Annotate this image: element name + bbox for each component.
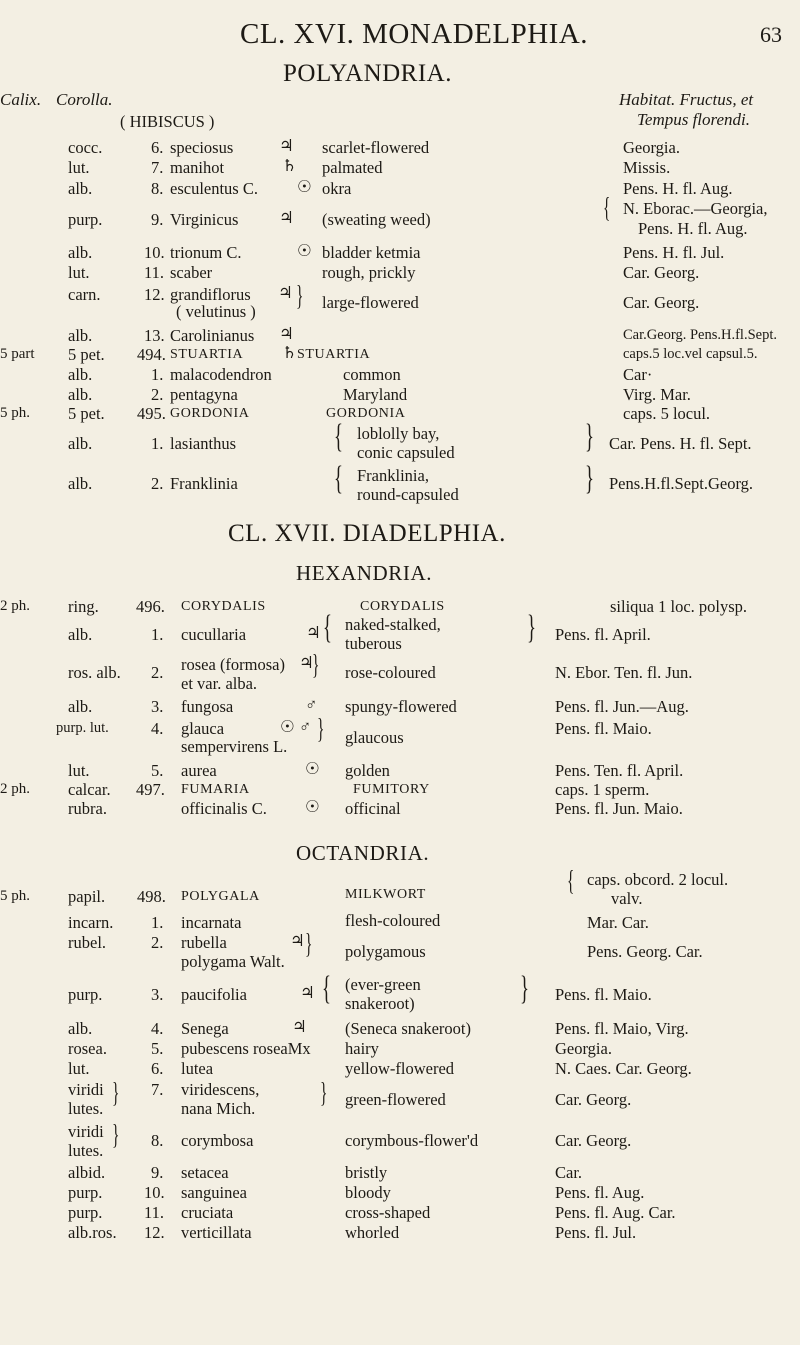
table-row-english: green-flowered: [345, 1090, 446, 1109]
table-row-english: loblolly bay,: [357, 424, 440, 443]
annual-symbol: ☉: [305, 759, 320, 778]
table-row-english: bristly: [345, 1163, 388, 1182]
table-row-corolla: cocc.: [68, 138, 103, 157]
genus-number: 496.: [136, 597, 165, 616]
table-row-species: aurea: [181, 761, 217, 780]
genus-english: CORYDALIS: [360, 599, 445, 614]
calix-margin: 2 ph.: [0, 781, 30, 797]
table-row-english: hairy: [345, 1039, 379, 1058]
table-row-corolla: lut.: [68, 263, 90, 282]
genus-hibiscus: ( HIBISCUS ): [120, 112, 215, 131]
table-row-species-synonym: nana Mich.: [181, 1099, 256, 1118]
table-row-number: 3.: [151, 697, 164, 716]
table-row-corolla: alb.: [68, 365, 93, 384]
table-row-habitat: Pens. fl. Maio.: [555, 985, 652, 1004]
table-row-habitat: Pens. fl. Aug. Car.: [555, 1203, 676, 1222]
annual-symbol: ☉: [297, 177, 312, 196]
table-row-english-cont: snakeroot): [345, 994, 415, 1013]
table-row-english: scarlet-flowered: [322, 138, 430, 157]
genus-corolla: ring.: [68, 597, 99, 616]
column-head-corolla: Corolla.: [56, 90, 113, 109]
table-row-species: lutea: [181, 1059, 214, 1078]
table-row-species: Carolinianus: [170, 326, 255, 345]
table-row-corolla: viridi: [68, 1122, 104, 1141]
table-row-habitat: Car. Georg.: [555, 1090, 632, 1109]
table-row-species: corymbosa: [181, 1131, 254, 1150]
table-row-species: fungosa: [181, 697, 234, 716]
genus-number: 495.: [137, 404, 166, 423]
table-row-english: polygamous: [345, 942, 426, 961]
table-row-species: glauca: [181, 719, 225, 738]
table-row-number: 5.: [151, 761, 164, 780]
table-row-number: 2.: [151, 474, 164, 493]
table-row-english: (ever-green: [345, 975, 421, 994]
table-row-species: grandiflorus: [170, 285, 251, 304]
table-row-number: 10.: [144, 1183, 165, 1202]
genus-stuartia: STUARTIA: [170, 347, 244, 362]
table-row-species: rubella: [181, 933, 227, 952]
shrub-symbol: ♄: [282, 156, 297, 175]
perennial-symbol: ♃: [306, 623, 321, 642]
table-row-english: bloody: [345, 1183, 391, 1202]
table-row-english: rough, prickly: [322, 263, 416, 282]
table-row-habitat: Car. Pens. H. fl. Sept.: [609, 434, 752, 453]
genus-polygala: POLYGALA: [181, 889, 260, 904]
table-row-english: rose-coloured: [345, 663, 436, 682]
table-row-english: corymbous-flower'd: [345, 1131, 479, 1150]
perennial-symbol: ♃: [278, 283, 293, 302]
genus-fruit: caps.5 loc.vel capsul.5.: [623, 346, 758, 362]
table-row-habitat: Georgia.: [623, 138, 680, 157]
table-row-species: cucullaria: [181, 625, 247, 644]
table-row-number: 5.: [151, 1039, 164, 1058]
brace: }: [585, 460, 594, 497]
brace: {: [603, 193, 611, 224]
table-row-number: 2.: [151, 933, 164, 952]
table-row-number: 2.: [151, 385, 164, 404]
table-row-corolla: carn.: [68, 285, 101, 304]
table-row-number: 7.: [151, 1080, 164, 1099]
table-row-english: glaucous: [345, 728, 404, 747]
table-row-habitat: Pens. fl. April.: [555, 625, 651, 644]
table-row-english-cont: round-capsuled: [357, 485, 459, 504]
table-row-english: yellow-flowered: [345, 1059, 455, 1078]
shrub-symbol: ♄: [282, 343, 297, 362]
perennial-symbol: ♃: [300, 983, 315, 1002]
table-row-species: setacea: [181, 1163, 229, 1182]
genus-fruit: siliqua 1 loc. polysp.: [610, 597, 748, 616]
table-row-habitat: Pens. Ten. fl. April.: [555, 761, 684, 780]
brace: {: [322, 970, 331, 1007]
table-row-corolla: lut.: [68, 158, 90, 177]
table-row-corolla: rubel.: [68, 933, 107, 952]
table-row-species: viridescens,: [181, 1080, 260, 1099]
table-row-species: lasianthus: [170, 434, 236, 453]
table-row-english: palmated: [322, 158, 383, 177]
table-row-corolla-cont: lutes.: [68, 1099, 104, 1118]
brace: }: [527, 609, 536, 646]
table-row-number: 4.: [151, 719, 164, 738]
table-row-species: Franklinia: [170, 474, 238, 493]
brace: }: [320, 1078, 328, 1109]
table-row-habitat: Pens. Georg. Car.: [587, 942, 703, 961]
table-row-species: speciosus: [170, 138, 234, 157]
table-row-corolla: alb.: [68, 243, 93, 262]
order-heading-hexandria: HEXANDRIA.: [296, 561, 433, 585]
genus-corolla: 5 pet.: [68, 345, 105, 364]
table-row-english: common: [343, 365, 401, 384]
table-row-corolla: purp. lut.: [56, 720, 109, 736]
table-row-corolla: purp.: [68, 985, 103, 1004]
table-row-species: pentagyna: [170, 385, 238, 404]
table-row-number: 8.: [151, 179, 164, 198]
table-row-english-cont: tuberous: [345, 634, 402, 653]
table-row-english-cont: conic capsuled: [357, 443, 455, 462]
table-row-species: sanguinea: [181, 1183, 247, 1202]
perennial-symbol: ♃: [290, 931, 305, 950]
column-head-habitat: Habitat. Fructus, et: [619, 90, 754, 109]
table-row-corolla: alb.: [68, 625, 93, 644]
table-row-english: naked-stalked,: [345, 615, 441, 634]
table-row-number: 12.: [144, 1223, 165, 1242]
table-row-number: 6.: [151, 138, 164, 157]
table-row-habitat: Mar. Car.: [587, 913, 649, 932]
table-row-species: verticillata: [181, 1223, 252, 1242]
table-row-english: large-flowered: [322, 293, 419, 312]
table-row-english: spungy-flowered: [345, 697, 457, 716]
table-row-number: 1.: [151, 365, 164, 384]
table-row-number: 3.: [151, 985, 164, 1004]
table-row-english: Franklinia,: [357, 466, 429, 485]
table-row-corolla: alb.: [68, 1019, 93, 1038]
table-row-number: 2.: [151, 663, 164, 682]
table-row-english: (Seneca snakeroot): [345, 1019, 471, 1038]
genus-english: MILKWORT: [345, 887, 426, 902]
table-row-number: 11.: [144, 263, 165, 282]
table-row-species: incarnata: [181, 913, 242, 932]
table-row-habitat: Car·: [623, 365, 653, 384]
table-row-corolla: incarn.: [68, 913, 114, 932]
brace: {: [323, 609, 332, 646]
table-row-number: 9.: [151, 1163, 164, 1182]
table-row-habitat: N. Caes. Car. Georg.: [555, 1059, 692, 1078]
table-row-habitat: Pens. fl. Jun. Maio.: [555, 799, 683, 818]
genus-number: 497.: [136, 780, 165, 799]
calix-margin: 2 ph.: [0, 598, 30, 614]
table-row-number: 1.: [151, 625, 164, 644]
table-row-habitat: Virg. Mar.: [623, 385, 691, 404]
table-row-habitat: Pens. H. fl. Jul.: [623, 243, 725, 262]
table-row-habitat: Pens. fl. Maio, Virg.: [555, 1019, 689, 1038]
table-row-species: cruciata: [181, 1203, 234, 1222]
table-row-corolla: alb.: [68, 697, 93, 716]
table-row-corolla: alb.: [68, 179, 93, 198]
brace: {: [334, 460, 343, 497]
table-row-corolla: purp.: [68, 1203, 103, 1222]
table-row-species-synonym: ( velutinus ): [176, 302, 256, 321]
table-row-habitat: Missis.: [623, 158, 671, 177]
table-row-corolla: ros. alb.: [68, 663, 121, 682]
table-row-habitat: Car. Georg.: [623, 293, 700, 312]
order-heading-polyandria: POLYANDRIA.: [283, 60, 452, 87]
table-row-number: 6.: [151, 1059, 164, 1078]
page-number: 63: [760, 22, 782, 47]
table-row-number: 10.: [144, 243, 165, 262]
genus-english: GORDONIA: [326, 406, 406, 421]
brace: }: [296, 281, 304, 312]
genus-english: STUARTIA: [297, 347, 371, 362]
table-row-corolla: alb.: [68, 434, 93, 453]
table-row-habitat-cont: Pens. H. fl. Aug.: [638, 219, 748, 238]
table-row-number: 4.: [151, 1019, 164, 1038]
table-row-number: 8.: [151, 1131, 164, 1150]
table-row-english: Maryland: [343, 385, 408, 404]
table-row-habitat: N. Eborac.—Georgia,: [623, 199, 768, 218]
table-row-corolla: alb.ros.: [68, 1223, 117, 1242]
table-row-corolla: albid.: [68, 1163, 106, 1182]
table-row-corolla: lut.: [68, 1059, 90, 1078]
table-row-number: 7.: [151, 158, 164, 177]
genus-corydalis: CORYDALIS: [181, 599, 266, 614]
table-row-english: okra: [322, 179, 352, 198]
table-row-corolla: lut.: [68, 761, 90, 780]
brace: }: [112, 1120, 120, 1151]
table-row-species: pubescens roseaMx: [181, 1039, 311, 1058]
perennial-symbol: ♃: [279, 324, 294, 343]
table-row-corolla: viridi: [68, 1080, 104, 1099]
column-head-tempus: Tempus florendi.: [637, 110, 751, 129]
table-row-corolla: alb.: [68, 326, 93, 345]
table-row-habitat: N. Ebor. Ten. fl. Jun.: [555, 663, 693, 682]
biennial-symbol: ♂: [305, 695, 318, 714]
table-row-number: 12.: [144, 285, 165, 304]
table-row-english: whorled: [345, 1223, 400, 1242]
genus-fumaria: FUMARIA: [181, 782, 250, 797]
table-row-habitat: Pens. fl. Jul.: [555, 1223, 637, 1242]
table-row-species: officinalis C.: [181, 799, 267, 818]
table-row-species: esculentus C.: [170, 179, 258, 198]
class-heading-diadelphia: CL. XVII. DIADELPHIA.: [228, 520, 506, 547]
table-row-species: rosea (formosa): [181, 655, 285, 674]
table-row-habitat: Car.Georg. Pens.H.fl.Sept.: [623, 327, 777, 343]
order-heading-octandria: OCTANDRIA.: [296, 841, 430, 865]
annual-symbol: ☉: [297, 241, 312, 260]
table-row-corolla: alb.: [68, 385, 93, 404]
table-row-habitat: Car. Georg.: [555, 1131, 632, 1150]
calix-margin: 5 ph.: [0, 888, 30, 904]
table-row-species-synonym: sempervirens L.: [181, 737, 288, 756]
table-row-habitat: Pens.H.fl.Sept.Georg.: [609, 474, 754, 493]
table-row-english: cross-shaped: [345, 1203, 431, 1222]
brace: }: [312, 650, 320, 681]
running-head-title: CL. XVI. MONADELPHIA.: [240, 18, 589, 50]
genus-corolla-cont: rubra.: [68, 799, 107, 818]
brace: {: [567, 866, 575, 897]
brace: }: [585, 418, 594, 455]
table-row-number: 1.: [151, 434, 164, 453]
genus-corolla: calcar.: [68, 780, 111, 799]
table-row-species: malacodendron: [170, 365, 272, 384]
genus-corolla: papil.: [68, 887, 106, 906]
table-row-habitat: Car. Georg.: [623, 263, 700, 282]
genus-number: 498.: [137, 887, 166, 906]
brace: }: [112, 1078, 120, 1109]
table-row-english: flesh-coloured: [345, 911, 441, 930]
table-row-english: (sweating weed): [322, 210, 431, 229]
table-row-species-variety: et var. alba.: [181, 674, 258, 693]
brace: }: [317, 714, 325, 745]
brace: {: [334, 418, 343, 455]
table-row-habitat: Pens. fl. Maio.: [555, 719, 652, 738]
table-row-species: paucifolia: [181, 985, 247, 1004]
genus-gordonia: GORDONIA: [170, 406, 250, 421]
table-row-number: 9.: [151, 210, 164, 229]
brace: }: [520, 970, 529, 1007]
table-row-corolla: rosea.: [68, 1039, 107, 1058]
table-row-number: 11.: [144, 1203, 165, 1222]
table-row-species: trionum C.: [170, 243, 242, 262]
table-row-species: manihot: [170, 158, 225, 177]
genus-number: 494.: [137, 345, 166, 364]
genus-fruit: caps. 5 locul.: [623, 404, 711, 423]
table-row-english: officinal: [345, 799, 401, 818]
table-row-corolla-cont: lutes.: [68, 1141, 104, 1160]
perennial-symbol: ♃: [299, 653, 314, 672]
table-row-number: 1.: [151, 913, 164, 932]
genus-fruit-cont: valv.: [611, 889, 643, 908]
table-row-habitat: Pens. fl. Aug.: [555, 1183, 645, 1202]
table-row-habitat: Car.: [555, 1163, 583, 1182]
table-row-habitat: Pens. H. fl. Aug.: [623, 179, 733, 198]
table-row-species: Senega: [181, 1019, 229, 1038]
table-row-corolla: purp.: [68, 210, 103, 229]
table-row-habitat: Pens. fl. Jun.—Aug.: [555, 697, 689, 716]
table-row-habitat: Georgia.: [555, 1039, 612, 1058]
genus-english: FUMITORY: [353, 782, 430, 797]
annual-biennial-symbol: ☉ ♂: [280, 717, 312, 736]
perennial-symbol: ♃: [279, 136, 294, 155]
perennial-symbol: ♃: [292, 1017, 307, 1036]
table-row-species: Virginicus: [170, 210, 239, 229]
genus-fruit: caps. 1 sperm.: [555, 780, 650, 799]
table-row-english: golden: [345, 761, 390, 780]
table-row-corolla: purp.: [68, 1183, 103, 1202]
table-row-species-synonym: polygama Walt.: [181, 952, 285, 971]
perennial-symbol: ♃: [279, 208, 294, 227]
brace: }: [305, 929, 313, 960]
genus-corolla: 5 pet.: [68, 404, 105, 423]
table-row-english: bladder ketmia: [322, 243, 421, 262]
calix-margin: 5 part: [0, 346, 35, 362]
genus-fruit: caps. obcord. 2 locul.: [587, 870, 729, 889]
table-row-number: 13.: [144, 326, 165, 345]
calix-margin: 5 ph.: [0, 405, 30, 421]
annual-symbol: ☉: [305, 797, 320, 816]
table-row-corolla: alb.: [68, 474, 93, 493]
column-head-calix: Calix.: [0, 90, 42, 109]
table-row-species: scaber: [170, 263, 213, 282]
